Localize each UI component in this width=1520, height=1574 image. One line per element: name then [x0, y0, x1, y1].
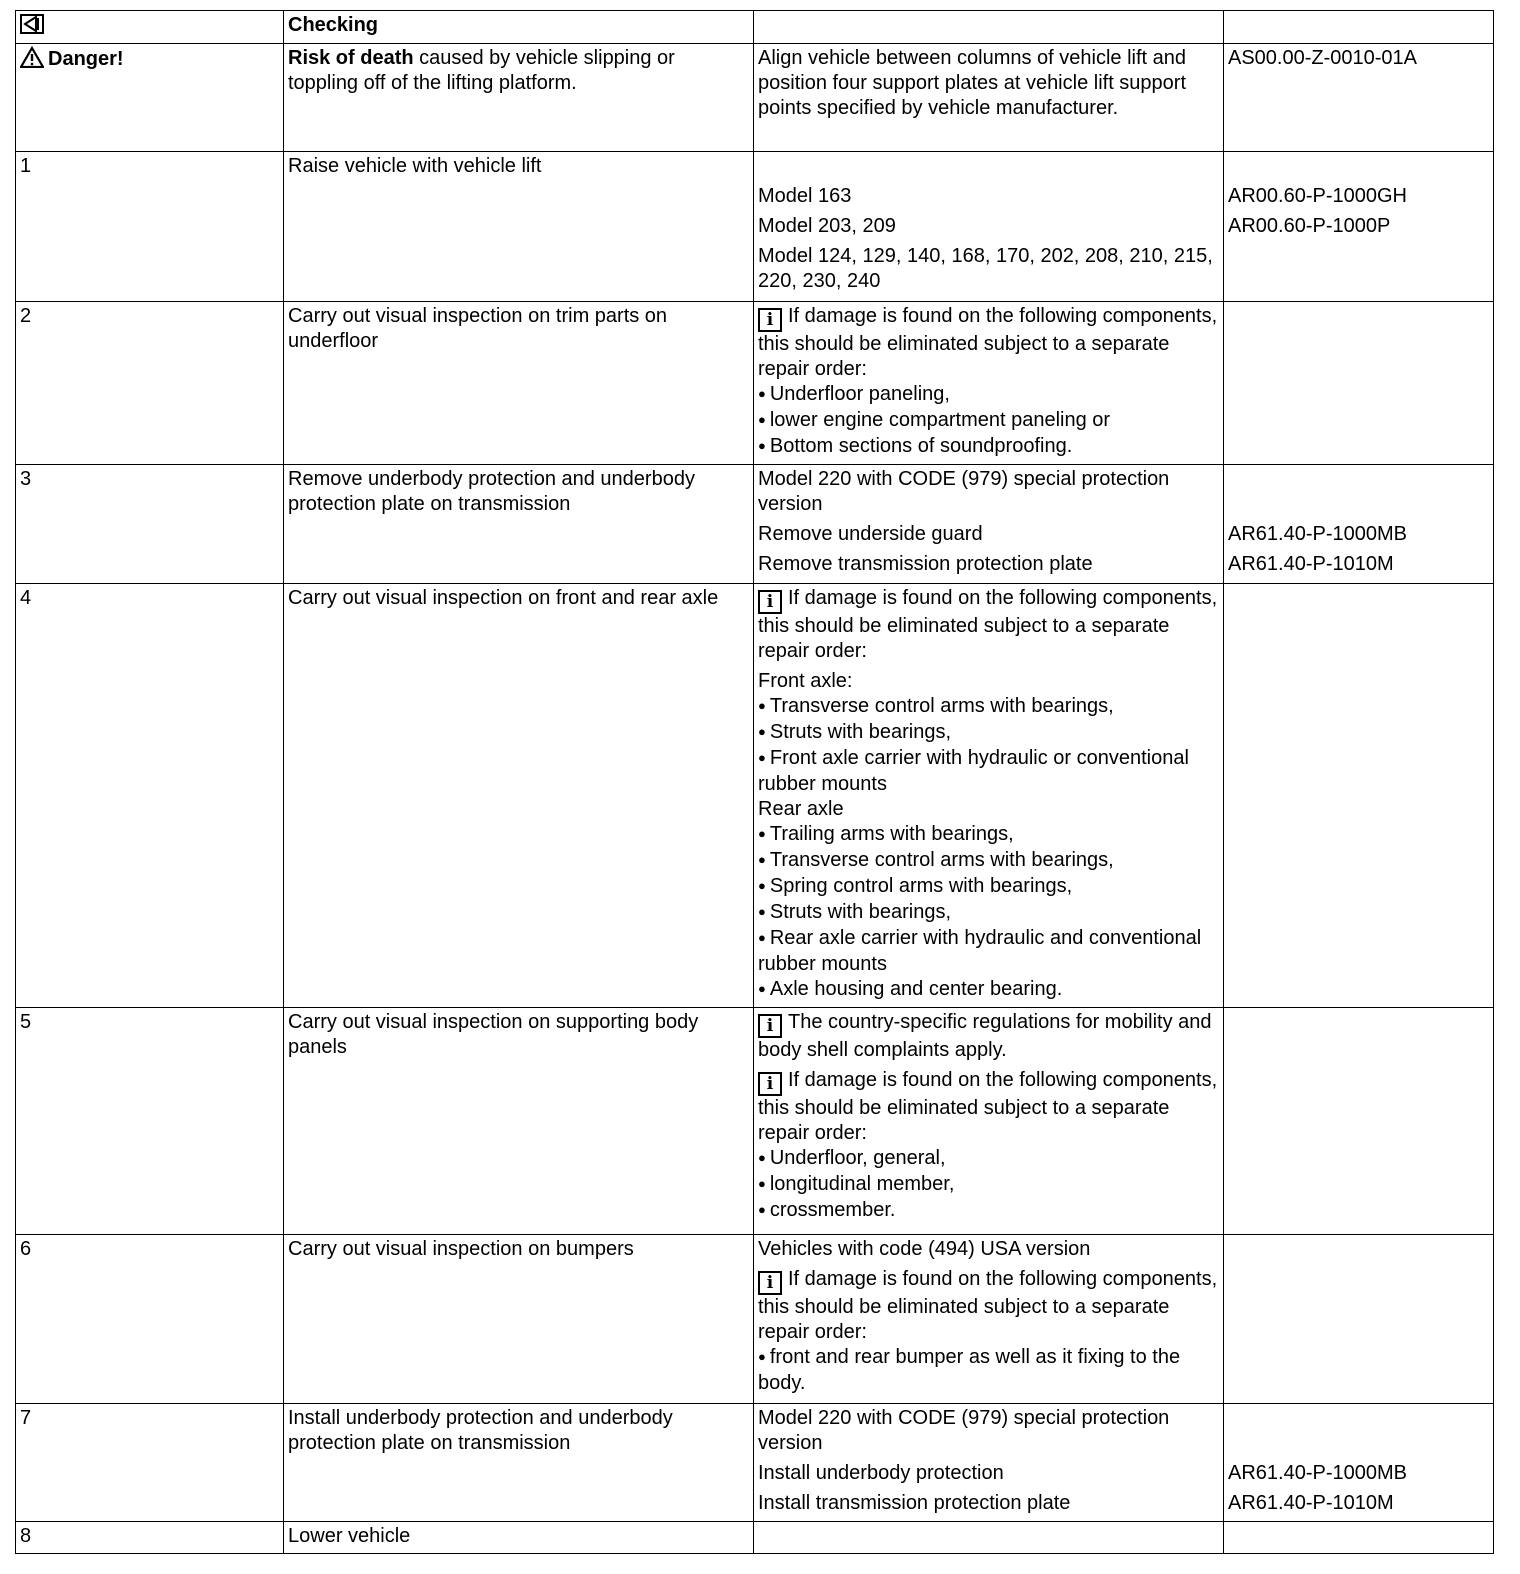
section-label: Front axle: [758, 670, 853, 692]
list-item: ● Rear axle carrier with hydraulic and conventional rubber mounts [758, 926, 1219, 977]
condition-text: Vehicles with code (494) USA version [758, 1238, 1091, 1260]
document-ref-link[interactable]: AR61.40-P-1000MB [1228, 523, 1407, 545]
header-icon-cell [16, 11, 284, 44]
list-item: ● Struts with bearings, [758, 720, 1219, 746]
step-number: 5 [16, 1008, 284, 1235]
step-row [16, 1235, 1494, 1404]
table-header-row [16, 11, 1494, 44]
info-icon: i [758, 308, 782, 332]
document-ref-link[interactable]: AR00.60-P-1000GH [1228, 185, 1407, 207]
detail-text: Model 203, 209 [758, 215, 896, 237]
danger-risk-cell [284, 44, 754, 152]
detail-text: Install transmission protection plate [758, 1492, 1071, 1514]
list-item: ● front and rear bumper as well as it fixing to the body. [758, 1345, 1219, 1396]
document-ref-link[interactable]: AR61.40-P-1010M [1228, 1492, 1394, 1514]
condition-text: Model 220 with CODE (979) special protection version [758, 468, 1170, 515]
step-action: Carry out visual inspection on bumpers [284, 1235, 754, 1404]
condition-text: Model 220 with CODE (979) special protection version [758, 1407, 1170, 1454]
detail-text: Remove transmission protection plate [758, 553, 1093, 575]
detail-text: Model 163 [758, 185, 852, 207]
info-note: If damage is found on the following components, this should be eliminated subject to a separate repair order: [758, 1268, 1218, 1343]
document-ref-link[interactable]: AR61.40-P-1010M [1228, 553, 1394, 575]
step-row [16, 302, 1494, 465]
risk-text: caused by vehicle slipping or toppling off of the lifting platform. [288, 47, 675, 94]
warning-triangle-icon [20, 46, 44, 68]
back-arrow-icon[interactable] [20, 14, 44, 34]
info-icon: i [758, 1072, 782, 1096]
info-note: The country-specific regulations for mobility and body shell complaints apply. [758, 1011, 1212, 1061]
step-row [16, 152, 1494, 302]
list-item: ● Transverse control arms with bearings, [758, 848, 1219, 874]
step-action: Carry out visual inspection on supporting body panels [284, 1008, 754, 1235]
step-row [16, 584, 1494, 1008]
list-item: ● Front axle carrier with hydraulic or conventional rubber mounts [758, 746, 1219, 797]
step-action: Raise vehicle with vehicle lift [284, 152, 754, 302]
step-number: 3 [16, 465, 284, 584]
list-item: ● Underfloor paneling, [758, 382, 1219, 408]
page-title: Checking [284, 11, 754, 44]
danger-measure: Align vehicle between columns of vehicle lift and position four support plates at vehicle lift support points specified by vehicle manufacturer. [754, 44, 1224, 152]
detail-text: Install underbody protection [758, 1462, 1004, 1484]
info-icon: i [758, 590, 782, 614]
step-row [16, 465, 1494, 584]
detail-text: Model 124, 129, 140, 168, 170, 202, 208, 210, 215, 220, 230, 240 [758, 245, 1213, 292]
step-number: 8 [16, 1522, 284, 1554]
danger-ref-link[interactable]: AS00.00-Z-0010-01A [1224, 44, 1494, 152]
list-item: ● Axle housing and center bearing. [758, 977, 1219, 1003]
list-item: ● Bottom sections of soundproofing. [758, 434, 1219, 460]
list-item: ● Trailing arms with bearings, [758, 822, 1219, 848]
step-action: Carry out visual inspection on trim parts on underfloor [284, 302, 754, 465]
danger-label-cell [16, 44, 284, 152]
step-number: 7 [16, 1404, 284, 1522]
document-ref-link[interactable]: AR61.40-P-1000MB [1228, 1462, 1407, 1484]
danger-label: Danger! [48, 48, 124, 70]
info-note: If damage is found on the following components, this should be eliminated subject to a separate repair order: [758, 587, 1218, 662]
info-note: If damage is found on the following components, this should be eliminated subject to a separate repair order: [758, 305, 1218, 380]
repair-instruction-table [15, 10, 1494, 1554]
list-item: ● Struts with bearings, [758, 900, 1219, 926]
list-item: ● Spring control arms with bearings, [758, 874, 1219, 900]
step-action: Lower vehicle [284, 1522, 754, 1554]
document-ref-link[interactable]: AR00.60-P-1000P [1228, 215, 1391, 237]
step-row [16, 1404, 1494, 1522]
danger-row [16, 44, 1494, 152]
step-number: 6 [16, 1235, 284, 1404]
step-number: 4 [16, 584, 284, 1008]
info-icon: i [758, 1271, 782, 1295]
step-row [16, 1008, 1494, 1235]
step-number: 1 [16, 152, 284, 302]
list-item: ● Underfloor, general, [758, 1146, 1219, 1172]
step-action: Remove underbody protection and underbody protection plate on transmission [284, 465, 754, 584]
step-action: Carry out visual inspection on front and rear axle [284, 584, 754, 1008]
info-note: If damage is found on the following components, this should be eliminated subject to a separate repair order: [758, 1069, 1218, 1144]
list-item: ● longitudinal member, [758, 1172, 1219, 1198]
list-item: ● Transverse control arms with bearings, [758, 694, 1219, 720]
list-item: ● crossmember. [758, 1198, 1219, 1224]
risk-title: Risk of death [288, 47, 414, 69]
info-icon: i [758, 1014, 782, 1038]
detail-text: Remove underside guard [758, 523, 983, 545]
step-number: 2 [16, 302, 284, 465]
section-label: Rear axle [758, 798, 844, 820]
list-item: ● lower engine compartment paneling or [758, 408, 1219, 434]
step-action: Install underbody protection and underbody protection plate on transmission [284, 1404, 754, 1522]
step-row [16, 1522, 1494, 1554]
